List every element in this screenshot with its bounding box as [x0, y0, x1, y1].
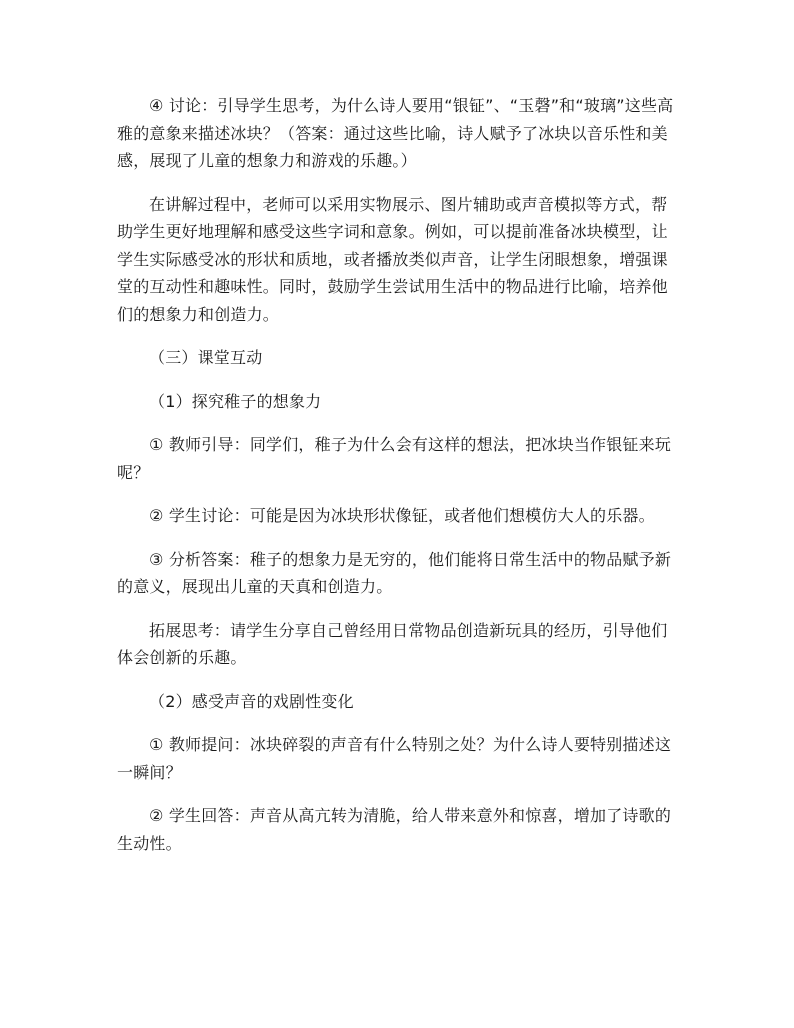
teacher-question-paragraph: ① 教师提问：冰块碎裂的声音有什么特别之处？为什么诗人要特别描述这一瞬间？ [117, 735, 672, 782]
section-heading-classroom-interaction: （三）课堂互动 [149, 348, 263, 367]
extension-thinking-paragraph: 拓展思考：请学生分享自己曾经用日常物品创造新玩具的经历，引导他们体会创新的乐趣。 [117, 620, 668, 667]
answer-analysis-paragraph: ③ 分析答案：稚子的想象力是无穷的，他们能将日常生活中的物品赋予新的意义，展现出儿童的天真和创造力。 [117, 549, 672, 596]
subsection-heading-sound: （2）感受声音的戏剧性变化 [149, 691, 354, 711]
teacher-guide-paragraph: ① 教师引导：同学们，稚子为什么会有这样的想法，把冰块当作银钲来玩呢？ [117, 435, 672, 482]
discussion-paragraph: ④ 讨论：引导学生思考，为什么诗人要用“银钲”、“玉磬”和“玻璃”这些高雅的意象来描述冰块？（答案：通过这些比喻，诗人赋予了冰块以音乐性和美感，展现了儿童的想象力和游戏的乐趣。） [117, 96, 674, 170]
student-answer-paragraph: ② 学生回答：声音从高亢转为清脆，给人带来意外和惊喜，增加了诗歌的生动性。 [117, 806, 672, 853]
document-body [117, 92, 679, 857]
student-discussion-paragraph: ② 学生讨论：可能是因为冰块形状像钲，或者他们想模仿大人的乐器。 [149, 506, 655, 525]
subsection-heading-imagination: （1）探究稚子的想象力 [149, 391, 322, 411]
teaching-method-paragraph: 在讲解过程中，老师可以采用实物展示、图片辅助或声音模拟等方式，帮助学生更好地理解和感受这些字词和意象。例如，可以提前准备冰块模型，让学生实际感受冰的形状和质地，或者播放类似声音，让学生闭眼想象，增强课堂的互动性和趣味性。同时，鼓励学生尝试用生活中的物品进行比喻，培养他们的想象力和创造力。 [117, 194, 668, 324]
